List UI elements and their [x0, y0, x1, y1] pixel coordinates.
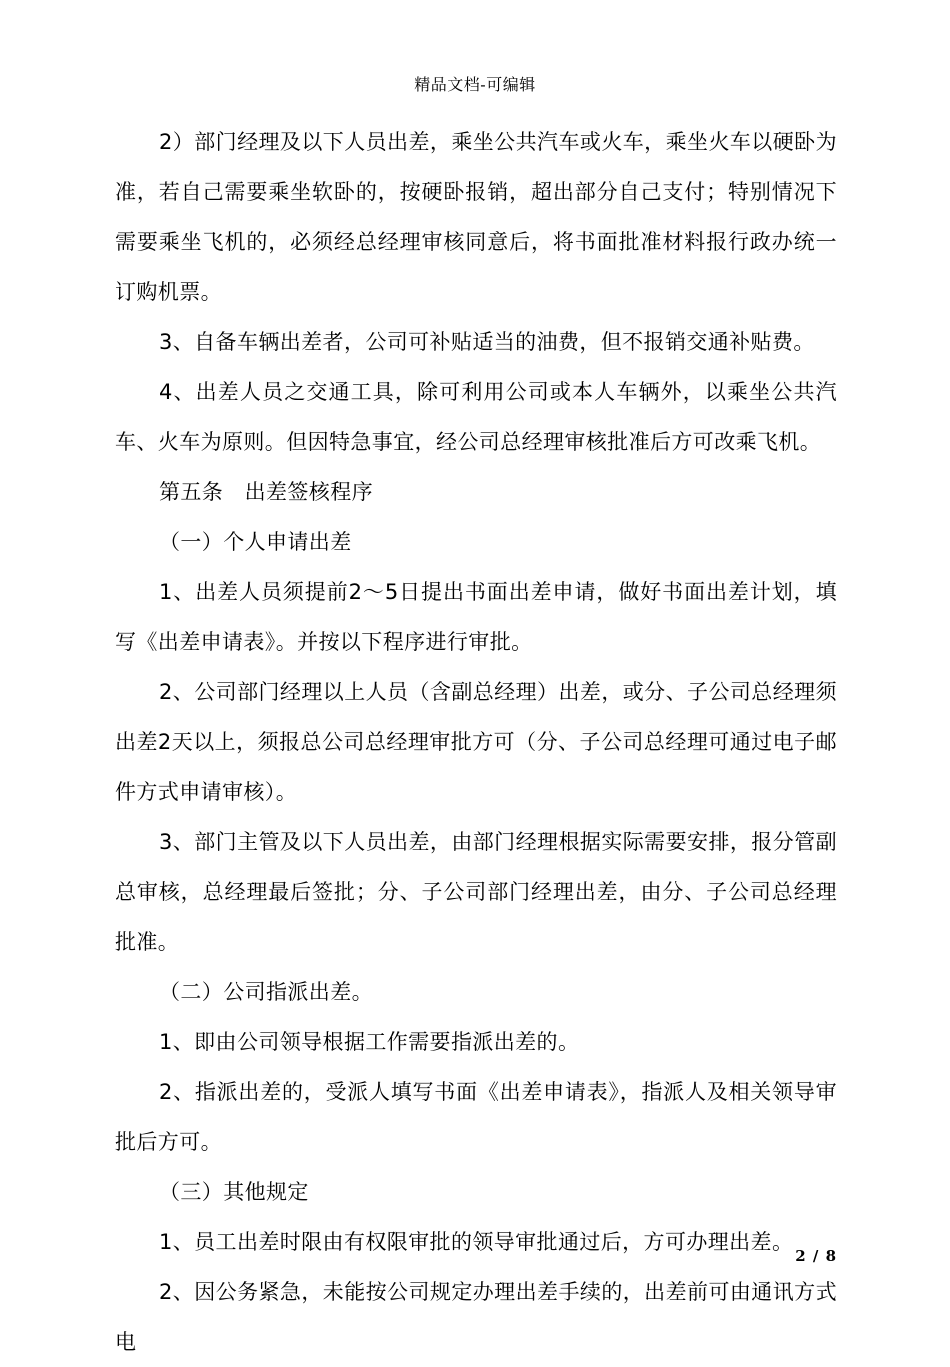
paragraph-other-rule-2: 2、因公务紧急，未能按公司规定办理出差手续的，出差前可由通讯方式电 [115, 1280, 837, 1354]
subsection-heading-other-rules: （三）其他规定 [159, 1180, 309, 1204]
page-header: 精品文档-可编辑 [414, 75, 536, 94]
paragraph-application-rule-2: 2、公司部门经理以上人员（含副总经理）出差，或分、子公司总经理须出差2天以上，须报总公司总经理审批方可（分、子公司总经理可通过电子邮件方式申请审核）。 [115, 680, 837, 804]
paragraph-application-rule-3: 3、部门主管及以下人员出差，由部门经理根据实际需要安排，报分管副总审核，总经理最后签批；分、子公司部门经理出差，由分、子公司总经理批准。 [115, 830, 837, 954]
section-heading-article-5: 第五条 出差签核程序 [159, 480, 373, 504]
paragraph-assigned-rule-2: 2、指派出差的，受派人填写书面《出差申请表》，指派人及相关领导审批后方可。 [115, 1080, 837, 1154]
subsection-heading-personal-application: （一）个人申请出差 [159, 530, 352, 554]
subsection-heading-company-assigned: （二）公司指派出差。 [159, 980, 373, 1004]
paragraph-transport-rule-3: 3、自备车辆出差者，公司可补贴适当的油费，但不报销交通补贴费。 [159, 330, 815, 354]
paragraph-other-rule-1: 1、员工出差时限由有权限审批的领导审批通过后，方可办理出差。 [159, 1230, 794, 1254]
document-body [115, 117, 837, 1367]
page-number: 2 / 8 [795, 1247, 837, 1265]
paragraph-transport-rule-2: 2）部门经理及以下人员出差，乘坐公共汽车或火车，乘坐火车以硬卧为准，若自己需要乘坐软卧的，按硬卧报销，超出部分自己支付；特别情况下需要乘坐飞机的，必须经总经理审核同意后，将书面批准材料报行政办统一订购机票。 [115, 130, 837, 304]
paragraph-application-rule-1: 1、出差人员须提前2～5日提出书面出差申请，做好书面出差计划，填写《出差申请表》。并按以下程序进行审批。 [115, 580, 837, 654]
paragraph-assigned-rule-1: 1、即由公司领导根据工作需要指派出差的。 [159, 1030, 580, 1054]
paragraph-transport-rule-4: 4、出差人员之交通工具，除可利用公司或本人车辆外，以乘坐公共汽车、火车为原则。但因特急事宜，经公司总经理审核批准后方可改乘飞机。 [115, 380, 837, 454]
